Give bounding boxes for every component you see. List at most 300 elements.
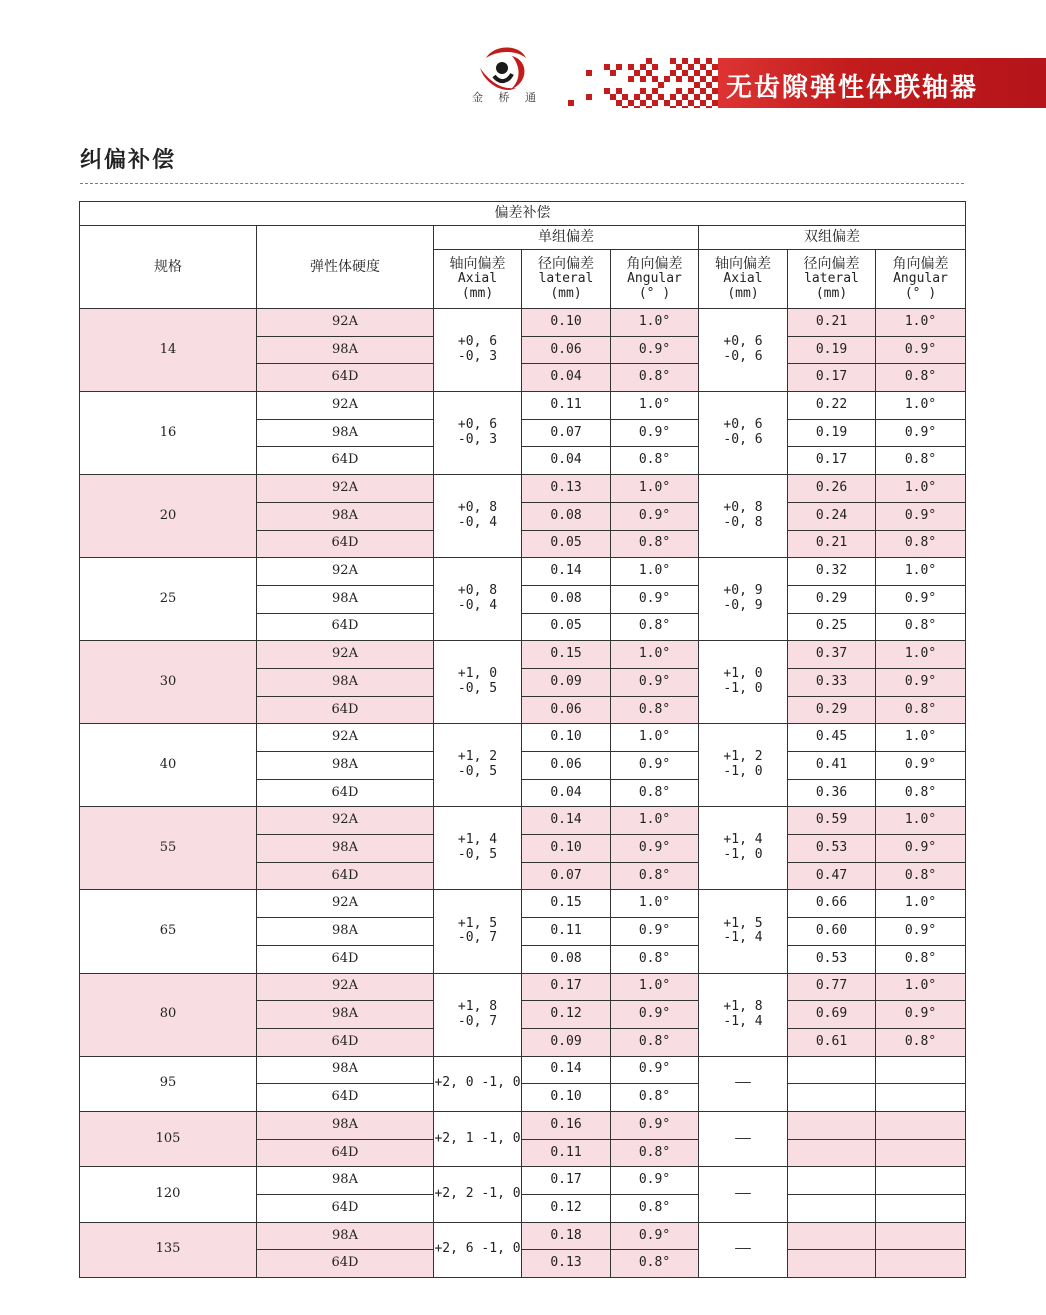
hardness-cell: 64D xyxy=(257,447,434,475)
single-lateral-cell: 0.08 xyxy=(522,945,611,973)
hardness-cell: 98A xyxy=(257,1167,434,1195)
single-angular-cell: 0.9° xyxy=(611,918,699,946)
table-row xyxy=(80,1111,966,1139)
single-lateral-cell: 0.12 xyxy=(522,1195,611,1223)
single-angular-cell: 0.9° xyxy=(611,1056,699,1084)
axial-value: +1, 8 xyxy=(457,998,498,1014)
single-angular-cell: 0.9° xyxy=(611,1167,699,1195)
spec-cell: 65 xyxy=(80,890,257,973)
hardness-cell: 64D xyxy=(257,1084,434,1112)
hardness-cell: 64D xyxy=(257,530,434,558)
single-lateral-cell: 0.07 xyxy=(522,862,611,890)
single-angular-cell: 0.9° xyxy=(611,668,699,696)
axial-value: -0, 7 xyxy=(457,1013,498,1029)
single-angular-cell: 0.8° xyxy=(611,613,699,641)
double-axial-cell xyxy=(699,1111,788,1166)
double-lateral-cell: 0.19 xyxy=(788,336,876,364)
single-lateral-cell: 0.08 xyxy=(522,502,611,530)
double-lateral-cell: 0.69 xyxy=(788,1001,876,1029)
single-angular-cell: 1.0° xyxy=(611,641,699,669)
single-angular-cell: 0.8° xyxy=(611,1250,699,1278)
single-angular-cell: 1.0° xyxy=(611,475,699,503)
double-lateral-cell xyxy=(788,1111,876,1139)
spec-cell: 20 xyxy=(80,475,257,558)
single-axial-cell xyxy=(434,641,522,724)
table-row xyxy=(80,309,966,337)
single-angular-cell: 0.8° xyxy=(611,530,699,558)
hardness-cell: 98A xyxy=(257,918,434,946)
double-lateral-cell: 0.45 xyxy=(788,724,876,752)
single-lateral-cell: 0.17 xyxy=(522,973,611,1001)
double-angular-cell: 0.8° xyxy=(876,364,966,392)
axial-value: +0, 6 xyxy=(457,417,498,433)
lateral-label-en: lateral xyxy=(538,271,594,287)
axial-value: -0, 5 xyxy=(457,847,498,863)
double-lateral-cell: 0.60 xyxy=(788,918,876,946)
single-angular-cell: 0.9° xyxy=(611,752,699,780)
single-lateral-cell: 0.04 xyxy=(522,364,611,392)
double-lateral-cell: 0.59 xyxy=(788,807,876,835)
double-angular-cell: 0.9° xyxy=(876,668,966,696)
single-lateral-cell: 0.09 xyxy=(522,1028,611,1056)
axial-value: +1, 5 xyxy=(457,915,498,931)
table-body xyxy=(80,309,966,1278)
double-angular-cell: 0.9° xyxy=(876,918,966,946)
axial-value: +0, 8 xyxy=(457,583,498,599)
header-spec: 规格 xyxy=(80,226,257,309)
double-angular-cell xyxy=(876,1195,966,1223)
single-angular-cell: 0.8° xyxy=(611,1084,699,1112)
double-angular-cell: 1.0° xyxy=(876,475,966,503)
single-angular-cell: 0.8° xyxy=(611,945,699,973)
hardness-cell: 64D xyxy=(257,1250,434,1278)
lateral-label-cn: 径向偏差 xyxy=(803,256,860,273)
hardness-cell: 98A xyxy=(257,752,434,780)
axial-value: +2, 1 -1, 0 xyxy=(434,1130,521,1146)
single-angular-cell: 0.9° xyxy=(611,1001,699,1029)
single-axial-cell xyxy=(434,1167,522,1222)
hardness-cell: 92A xyxy=(257,724,434,752)
double-angular-cell: 0.8° xyxy=(876,779,966,807)
axial-value: +0, 6 xyxy=(723,417,763,433)
hardness-cell: 64D xyxy=(257,945,434,973)
axial-value: +1, 0 xyxy=(723,666,763,682)
double-angular-cell: 1.0° xyxy=(876,724,966,752)
double-lateral-cell: 0.32 xyxy=(788,558,876,586)
single-lateral-cell: 0.12 xyxy=(522,1001,611,1029)
double-axial-cell xyxy=(699,558,788,641)
hardness-cell: 92A xyxy=(257,309,434,337)
axial-value: +0, 8 xyxy=(457,500,498,516)
single-lateral-cell: 0.16 xyxy=(522,1111,611,1139)
axial-value: -1, 0 xyxy=(723,681,763,697)
axial-value: -1, 4 xyxy=(723,1013,763,1029)
double-lateral-cell: 0.29 xyxy=(788,585,876,613)
hardness-cell: 98A xyxy=(257,835,434,863)
deviation-table xyxy=(79,201,966,1278)
single-angular-cell: 1.0° xyxy=(611,807,699,835)
single-lateral-cell: 0.06 xyxy=(522,696,611,724)
hardness-cell: 98A xyxy=(257,1222,434,1250)
double-axial-cell xyxy=(699,309,788,392)
axial-label-cn: 轴向偏差 xyxy=(715,256,771,273)
axial-value: -0, 3 xyxy=(457,349,498,365)
single-angular-cell: 0.8° xyxy=(611,447,699,475)
single-lateral-cell: 0.08 xyxy=(522,585,611,613)
double-lateral-cell xyxy=(788,1222,876,1250)
spec-cell: 55 xyxy=(80,807,257,890)
double-lateral-cell: 0.19 xyxy=(788,419,876,447)
single-angular-cell: 1.0° xyxy=(611,973,699,1001)
hardness-cell: 64D xyxy=(257,613,434,641)
header-single-group: 单组偏差 xyxy=(434,226,699,250)
double-lateral-cell xyxy=(788,1250,876,1278)
hardness-cell: 92A xyxy=(257,973,434,1001)
single-lateral-cell: 0.11 xyxy=(522,392,611,420)
single-lateral-cell: 0.04 xyxy=(522,447,611,475)
axial-value: -0, 5 xyxy=(457,681,498,697)
angular-label-en: Angular xyxy=(627,271,682,287)
spec-cell: 80 xyxy=(80,973,257,1056)
single-lateral-cell: 0.04 xyxy=(522,779,611,807)
single-angular-cell: 0.9° xyxy=(611,1222,699,1250)
dashed-divider xyxy=(80,183,964,184)
table-row xyxy=(80,1056,966,1084)
header-double-axial xyxy=(699,250,788,309)
axial-value: —— xyxy=(735,1186,751,1202)
hardness-cell: 92A xyxy=(257,890,434,918)
double-angular-cell: 1.0° xyxy=(876,641,966,669)
single-lateral-cell: 0.10 xyxy=(522,309,611,337)
angular-unit: (° ) xyxy=(904,286,937,302)
hardness-cell: 92A xyxy=(257,641,434,669)
double-axial-cell xyxy=(699,641,788,724)
hardness-cell: 64D xyxy=(257,364,434,392)
single-lateral-cell: 0.18 xyxy=(522,1222,611,1250)
double-lateral-cell: 0.77 xyxy=(788,973,876,1001)
single-lateral-cell: 0.11 xyxy=(522,1139,611,1167)
table-row xyxy=(80,641,966,669)
hardness-cell: 92A xyxy=(257,807,434,835)
hardness-cell: 92A xyxy=(257,475,434,503)
double-lateral-cell: 0.22 xyxy=(788,392,876,420)
double-angular-cell: 0.9° xyxy=(876,336,966,364)
single-lateral-cell: 0.06 xyxy=(522,752,611,780)
single-axial-cell xyxy=(434,1222,522,1277)
double-lateral-cell: 0.61 xyxy=(788,1028,876,1056)
banner-title: 无齿隙弹性体联轴器 xyxy=(726,73,979,103)
single-lateral-cell: 0.14 xyxy=(522,1056,611,1084)
single-angular-cell: 0.9° xyxy=(611,1111,699,1139)
table-row xyxy=(80,973,966,1001)
single-lateral-cell: 0.07 xyxy=(522,419,611,447)
double-lateral-cell: 0.53 xyxy=(788,945,876,973)
spec-cell: 105 xyxy=(80,1111,257,1166)
single-lateral-cell: 0.15 xyxy=(522,641,611,669)
hardness-cell: 64D xyxy=(257,862,434,890)
table-row xyxy=(80,392,966,420)
header-single-axial xyxy=(434,250,522,309)
table-row xyxy=(80,1167,966,1195)
double-lateral-cell xyxy=(788,1139,876,1167)
double-angular-cell: 1.0° xyxy=(876,807,966,835)
hardness-cell: 92A xyxy=(257,558,434,586)
single-lateral-cell: 0.11 xyxy=(522,918,611,946)
single-axial-cell xyxy=(434,1111,522,1166)
axial-value: -1, 0 xyxy=(723,847,763,863)
angular-label-cn: 角向偏差 xyxy=(626,256,683,273)
single-angular-cell: 0.8° xyxy=(611,779,699,807)
double-angular-cell: 1.0° xyxy=(876,392,966,420)
single-axial-cell xyxy=(434,392,522,475)
double-axial-cell xyxy=(699,1222,788,1277)
single-lateral-cell: 0.14 xyxy=(522,807,611,835)
header-banner xyxy=(540,58,1046,108)
single-lateral-cell: 0.10 xyxy=(522,1084,611,1112)
header-single-lateral xyxy=(522,250,611,309)
double-angular-cell xyxy=(876,1139,966,1167)
header-hardness: 弹性体硬度 xyxy=(257,226,434,309)
spec-cell: 14 xyxy=(80,309,257,392)
single-lateral-cell: 0.17 xyxy=(522,1167,611,1195)
axial-value: +1, 0 xyxy=(457,666,498,682)
single-axial-cell xyxy=(434,1056,522,1111)
axial-value: -0, 5 xyxy=(457,764,498,780)
table-row xyxy=(80,724,966,752)
double-lateral-cell xyxy=(788,1084,876,1112)
hardness-cell: 64D xyxy=(257,1195,434,1223)
hardness-cell: 92A xyxy=(257,392,434,420)
single-angular-cell: 0.8° xyxy=(611,1028,699,1056)
double-lateral-cell xyxy=(788,1056,876,1084)
double-axial-cell xyxy=(699,1167,788,1222)
header-double-group: 双组偏差 xyxy=(699,226,966,250)
axial-value: +1, 4 xyxy=(457,832,498,848)
hardness-cell: 98A xyxy=(257,419,434,447)
single-lateral-cell: 0.15 xyxy=(522,890,611,918)
double-angular-cell: 0.8° xyxy=(876,1028,966,1056)
single-lateral-cell: 0.10 xyxy=(522,835,611,863)
logo-text: 金 桥 通 xyxy=(472,91,542,104)
axial-value: -1, 0 xyxy=(723,764,763,780)
double-lateral-cell: 0.21 xyxy=(788,309,876,337)
double-angular-cell: 0.9° xyxy=(876,1001,966,1029)
single-lateral-cell: 0.05 xyxy=(522,613,611,641)
axial-value: +1, 4 xyxy=(723,832,763,848)
single-lateral-cell: 0.13 xyxy=(522,475,611,503)
single-angular-cell: 0.8° xyxy=(611,1195,699,1223)
single-lateral-cell: 0.14 xyxy=(522,558,611,586)
double-lateral-cell: 0.41 xyxy=(788,752,876,780)
double-angular-cell: 0.8° xyxy=(876,447,966,475)
angular-label-en: Angular xyxy=(893,271,948,287)
double-angular-cell xyxy=(876,1222,966,1250)
double-lateral-cell: 0.66 xyxy=(788,890,876,918)
double-angular-cell: 0.8° xyxy=(876,530,966,558)
header-double-angular xyxy=(876,250,966,309)
hardness-cell: 98A xyxy=(257,1111,434,1139)
single-angular-cell: 0.8° xyxy=(611,862,699,890)
double-lateral-cell: 0.26 xyxy=(788,475,876,503)
double-axial-cell xyxy=(699,1056,788,1111)
axial-value: +1, 2 xyxy=(723,749,763,765)
double-angular-cell: 0.8° xyxy=(876,613,966,641)
double-lateral-cell: 0.33 xyxy=(788,668,876,696)
axial-value: +2, 6 -1, 0 xyxy=(434,1241,521,1257)
single-axial-cell xyxy=(434,973,522,1056)
axial-value: -0, 4 xyxy=(457,598,498,614)
axial-value: -0, 6 xyxy=(723,349,763,365)
single-lateral-cell: 0.10 xyxy=(522,724,611,752)
axial-unit: (mm) xyxy=(461,286,494,302)
double-angular-cell: 0.9° xyxy=(876,752,966,780)
single-axial-cell xyxy=(434,890,522,973)
table-row xyxy=(80,890,966,918)
double-lateral-cell xyxy=(788,1167,876,1195)
single-angular-cell: 0.9° xyxy=(611,419,699,447)
axial-value: -0, 9 xyxy=(723,598,763,614)
double-angular-cell xyxy=(876,1056,966,1084)
hardness-cell: 98A xyxy=(257,502,434,530)
single-angular-cell: 1.0° xyxy=(611,392,699,420)
single-angular-cell: 1.0° xyxy=(611,724,699,752)
axial-unit: (mm) xyxy=(727,286,759,302)
double-angular-cell xyxy=(876,1167,966,1195)
axial-value: +0, 9 xyxy=(723,583,763,599)
double-angular-cell xyxy=(876,1250,966,1278)
single-axial-cell xyxy=(434,475,522,558)
spec-cell: 30 xyxy=(80,641,257,724)
single-lateral-cell: 0.13 xyxy=(522,1250,611,1278)
axial-value: +1, 2 xyxy=(457,749,498,765)
single-angular-cell: 1.0° xyxy=(611,309,699,337)
axial-value: -0, 6 xyxy=(723,432,763,448)
axial-value: -0, 8 xyxy=(723,515,763,531)
axial-label-en: Axial xyxy=(723,271,763,287)
single-lateral-cell: 0.05 xyxy=(522,530,611,558)
single-lateral-cell: 0.06 xyxy=(522,336,611,364)
header-single-angular xyxy=(611,250,699,309)
double-axial-cell xyxy=(699,475,788,558)
spec-cell: 40 xyxy=(80,724,257,807)
single-lateral-cell: 0.09 xyxy=(522,668,611,696)
axial-value: +2, 2 -1, 0 xyxy=(434,1186,521,1202)
table-row xyxy=(80,807,966,835)
hardness-cell: 98A xyxy=(257,1001,434,1029)
double-lateral-cell: 0.36 xyxy=(788,779,876,807)
hardness-cell: 64D xyxy=(257,1028,434,1056)
spec-cell: 95 xyxy=(80,1056,257,1111)
axial-value: -1, 4 xyxy=(723,930,763,946)
angular-unit: (° ) xyxy=(638,286,671,302)
single-axial-cell xyxy=(434,558,522,641)
double-lateral-cell: 0.53 xyxy=(788,835,876,863)
single-angular-cell: 0.8° xyxy=(611,364,699,392)
axial-value: -0, 4 xyxy=(457,515,498,531)
double-angular-cell: 0.9° xyxy=(876,419,966,447)
double-angular-cell: 1.0° xyxy=(876,558,966,586)
header-double-lateral xyxy=(788,250,876,309)
single-angular-cell: 0.8° xyxy=(611,1139,699,1167)
double-axial-cell xyxy=(699,392,788,475)
hardness-cell: 64D xyxy=(257,1139,434,1167)
double-angular-cell: 0.9° xyxy=(876,585,966,613)
axial-value: -0, 7 xyxy=(457,930,498,946)
double-angular-cell: 1.0° xyxy=(876,309,966,337)
axial-label-en: Axial xyxy=(457,271,498,287)
lateral-unit: (mm) xyxy=(550,286,582,302)
single-axial-cell xyxy=(434,724,522,807)
hardness-cell: 98A xyxy=(257,585,434,613)
double-axial-cell xyxy=(699,807,788,890)
single-angular-cell: 0.9° xyxy=(611,336,699,364)
double-lateral-cell: 0.37 xyxy=(788,641,876,669)
hardness-cell: 98A xyxy=(257,1056,434,1084)
double-angular-cell: 1.0° xyxy=(876,973,966,1001)
single-angular-cell: 0.9° xyxy=(611,585,699,613)
double-angular-cell: 0.9° xyxy=(876,835,966,863)
axial-value: +0, 8 xyxy=(723,500,763,516)
hardness-cell: 64D xyxy=(257,779,434,807)
double-lateral-cell: 0.17 xyxy=(788,364,876,392)
double-angular-cell xyxy=(876,1111,966,1139)
spec-cell: 120 xyxy=(80,1167,257,1222)
table-row xyxy=(80,1222,966,1250)
hardness-cell: 98A xyxy=(257,668,434,696)
axial-value: -0, 3 xyxy=(457,432,498,448)
single-axial-cell xyxy=(434,309,522,392)
single-angular-cell: 0.8° xyxy=(611,696,699,724)
double-axial-cell xyxy=(699,973,788,1056)
axial-value: +2, 0 -1, 0 xyxy=(434,1075,521,1091)
hardness-cell: 98A xyxy=(257,336,434,364)
single-axial-cell xyxy=(434,807,522,890)
double-lateral-cell: 0.17 xyxy=(788,447,876,475)
axial-value: +0, 6 xyxy=(457,334,498,350)
axial-value: —— xyxy=(735,1241,751,1257)
double-lateral-cell: 0.25 xyxy=(788,613,876,641)
axial-value: —— xyxy=(735,1130,751,1146)
axial-value: —— xyxy=(735,1075,751,1091)
lateral-label-en: lateral xyxy=(804,271,859,287)
angular-label-cn: 角向偏差 xyxy=(892,256,949,273)
lateral-unit: (mm) xyxy=(815,286,848,302)
double-lateral-cell: 0.47 xyxy=(788,862,876,890)
lateral-label-cn: 径向偏差 xyxy=(538,256,594,273)
double-lateral-cell: 0.29 xyxy=(788,696,876,724)
double-lateral-cell: 0.21 xyxy=(788,530,876,558)
section-title: 纠偏补偿 xyxy=(80,148,177,173)
table-caption: 偏差补偿 xyxy=(80,202,966,226)
double-angular-cell: 0.8° xyxy=(876,945,966,973)
axial-value: +1, 5 xyxy=(723,915,763,931)
double-angular-cell: 0.8° xyxy=(876,696,966,724)
double-lateral-cell xyxy=(788,1195,876,1223)
hardness-cell: 64D xyxy=(257,696,434,724)
double-axial-cell xyxy=(699,724,788,807)
spec-cell: 16 xyxy=(80,392,257,475)
axial-label-cn: 轴向偏差 xyxy=(449,256,506,273)
single-angular-cell: 1.0° xyxy=(611,890,699,918)
double-angular-cell: 0.9° xyxy=(876,502,966,530)
double-angular-cell xyxy=(876,1084,966,1112)
double-angular-cell: 0.8° xyxy=(876,862,966,890)
checker-pattern xyxy=(550,58,730,108)
axial-value: +1, 8 xyxy=(723,998,763,1014)
double-angular-cell: 1.0° xyxy=(876,890,966,918)
axial-value: +0, 6 xyxy=(723,334,763,350)
table-row xyxy=(80,558,966,586)
